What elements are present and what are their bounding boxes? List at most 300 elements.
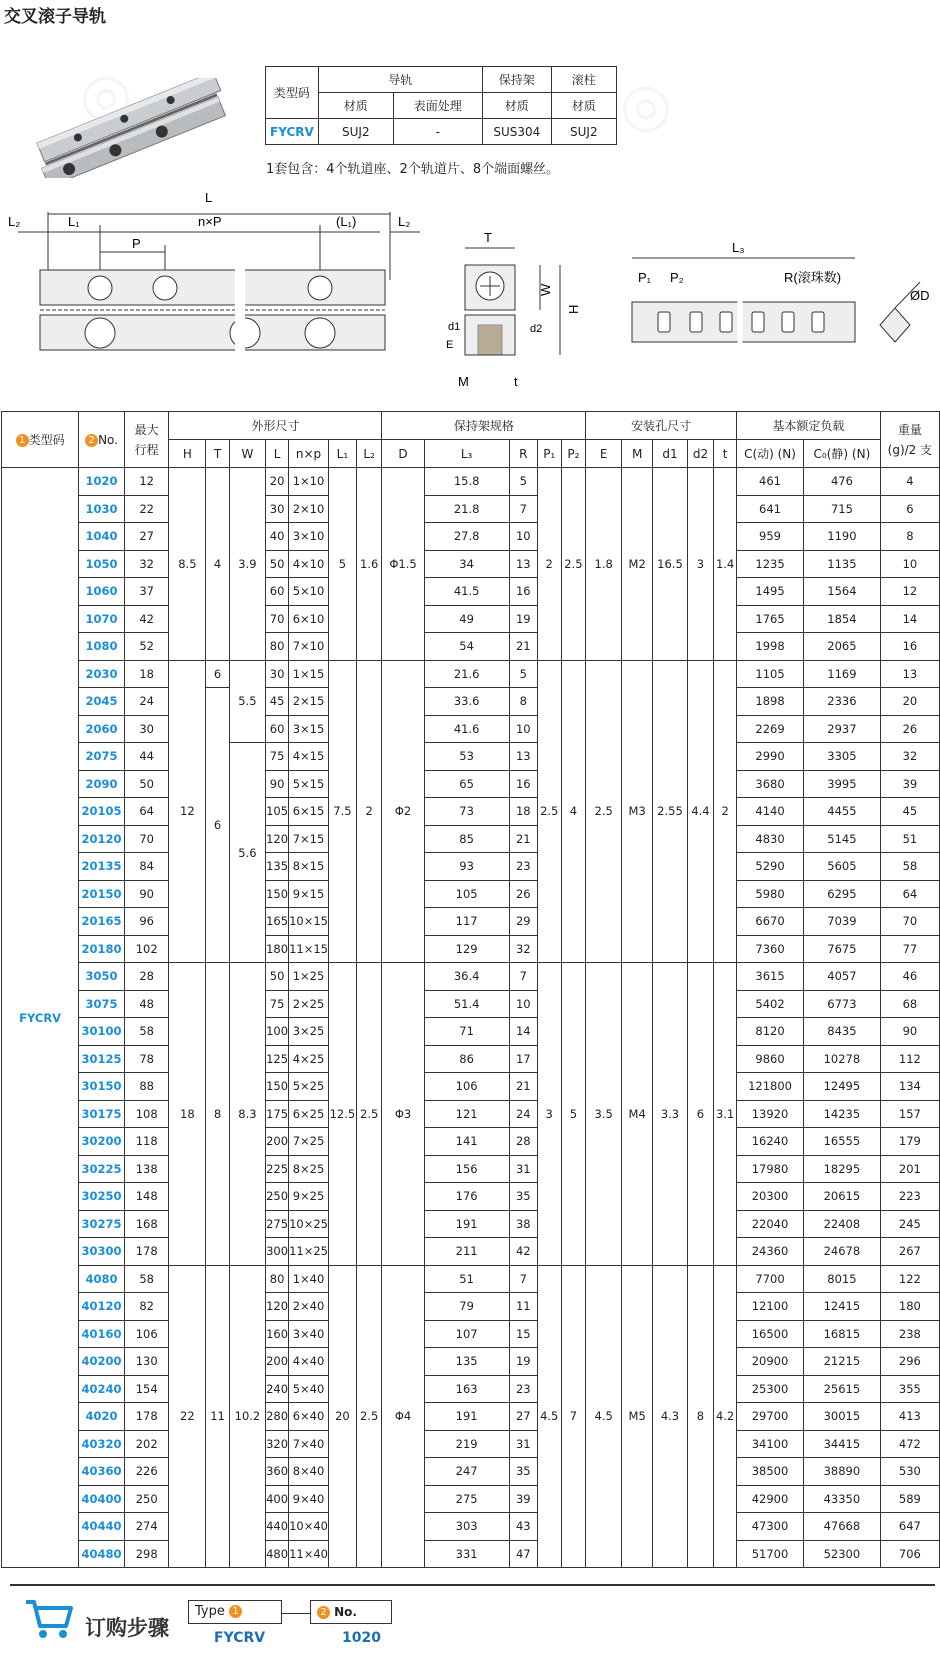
- np-cell: 4×15: [289, 743, 329, 771]
- table-row: [2, 990, 940, 1018]
- np-cell: 4×40: [289, 1348, 329, 1376]
- weight-cell: 267: [880, 1238, 939, 1266]
- no-cell: 2060: [79, 715, 125, 743]
- m-cell: M5: [622, 1265, 653, 1568]
- r-cell: 31: [509, 1155, 537, 1183]
- l1-cell: 20: [328, 1265, 356, 1568]
- l-cell: 60: [266, 578, 289, 606]
- no-cell: 1080: [79, 633, 125, 661]
- c-stat-cell: 7039: [804, 908, 881, 936]
- dim-P2: P₂: [670, 270, 684, 285]
- r-cell: 10: [509, 523, 537, 551]
- l3-cell: 27.8: [424, 523, 509, 551]
- no-cell: 40440: [79, 1513, 125, 1541]
- weight-cell: 180: [880, 1293, 939, 1321]
- dim-P1: P₁: [638, 270, 652, 285]
- np-cell: 11×40: [289, 1540, 329, 1568]
- l3-cell: 211: [424, 1238, 509, 1266]
- table-row: [2, 1100, 940, 1128]
- weight-cell: 201: [880, 1155, 939, 1183]
- c-dyn-cell: 4140: [736, 798, 803, 826]
- t-dim-cell: 8: [206, 963, 229, 1266]
- dim-R: R(滚珠数): [784, 270, 842, 285]
- stroke-cell: 50: [124, 770, 169, 798]
- np-cell: 2×25: [289, 990, 329, 1018]
- col-sub-header: L₃: [424, 440, 509, 468]
- no-cell: 1020: [79, 468, 125, 496]
- no-cell: 30300: [79, 1238, 125, 1266]
- c-stat-cell: 47668: [804, 1513, 881, 1541]
- table-row: [2, 468, 940, 496]
- c-dyn-cell: 7360: [736, 935, 803, 963]
- weight-cell: 223: [880, 1183, 939, 1211]
- order-steps: [10, 1584, 935, 1661]
- l3-cell: 247: [424, 1458, 509, 1486]
- c-dyn-cell: 25300: [736, 1375, 803, 1403]
- c-dyn-cell: 9860: [736, 1045, 803, 1073]
- no-cell: 3075: [79, 990, 125, 1018]
- l-cell: 125: [266, 1045, 289, 1073]
- np-cell: 3×15: [289, 715, 329, 743]
- c-stat-cell: 6295: [804, 880, 881, 908]
- cart-icon: [24, 1598, 74, 1640]
- stroke-cell: 44: [124, 743, 169, 771]
- np-cell: 2×40: [289, 1293, 329, 1321]
- c-dyn-cell: 3680: [736, 770, 803, 798]
- no-cell: 3050: [79, 963, 125, 991]
- no-cell: 40240: [79, 1375, 125, 1403]
- r-cell: 16: [509, 770, 537, 798]
- stroke-cell: 298: [124, 1540, 169, 1568]
- table-row: [2, 1348, 940, 1376]
- l1-cell: 5: [328, 468, 356, 661]
- r-cell: 29: [509, 908, 537, 936]
- r-cell: 42: [509, 1238, 537, 1266]
- weight-cell: 45: [880, 798, 939, 826]
- l3-cell: 41.5: [424, 578, 509, 606]
- l-cell: 320: [266, 1430, 289, 1458]
- weight-cell: 20: [880, 688, 939, 716]
- c-stat-cell: 43350: [804, 1485, 881, 1513]
- p2-cell: 2.5: [561, 468, 586, 661]
- stroke-cell: 22: [124, 495, 169, 523]
- w-cell: 5.6: [229, 743, 265, 963]
- m-cell: M3: [622, 660, 653, 963]
- r-cell: 47: [509, 1540, 537, 1568]
- no-cell: 2030: [79, 660, 125, 688]
- l-cell: 250: [266, 1183, 289, 1211]
- c-dyn-cell: 1235: [736, 550, 803, 578]
- l1-cell: 12.5: [328, 963, 356, 1266]
- weight-cell: 39: [880, 770, 939, 798]
- w-cell: 8.3: [229, 963, 265, 1266]
- w-cell: 3.9: [229, 468, 265, 661]
- no-cell: 20120: [79, 825, 125, 853]
- weight-cell: 472: [880, 1430, 939, 1458]
- dim-L: L: [205, 190, 213, 205]
- col-stroke: 最大 行程: [124, 412, 169, 468]
- r-cell: 31: [509, 1430, 537, 1458]
- stroke-cell: 32: [124, 550, 169, 578]
- np-cell: 3×10: [289, 523, 329, 551]
- dim-M: M: [458, 374, 469, 389]
- table-row: [2, 908, 940, 936]
- l-cell: 225: [266, 1155, 289, 1183]
- c-dyn-cell: 1105: [736, 660, 803, 688]
- d2-cell: 4.4: [687, 660, 714, 963]
- l-cell: 80: [266, 1265, 289, 1293]
- stroke-cell: 88: [124, 1073, 169, 1101]
- table-row: [2, 1128, 940, 1156]
- stroke-cell: 148: [124, 1183, 169, 1211]
- dim-D: ØD: [910, 288, 930, 303]
- c-stat-cell: 4455: [804, 798, 881, 826]
- l3-cell: 129: [424, 935, 509, 963]
- np-cell: 7×40: [289, 1430, 329, 1458]
- c-dyn-cell: 20300: [736, 1183, 803, 1211]
- c-stat-cell: 25615: [804, 1375, 881, 1403]
- no-cell: 1060: [79, 578, 125, 606]
- l3-cell: 93: [424, 853, 509, 881]
- r-cell: 18: [509, 798, 537, 826]
- np-cell: 5×10: [289, 578, 329, 606]
- type-code-header: 类型码: [266, 67, 319, 119]
- dim-L3: L₃: [732, 240, 745, 255]
- c-dyn-cell: 1898: [736, 688, 803, 716]
- c-dyn-cell: 16500: [736, 1320, 803, 1348]
- l-cell: 165: [266, 908, 289, 936]
- r-cell: 7: [509, 1265, 537, 1293]
- l3-cell: 121: [424, 1100, 509, 1128]
- stroke-cell: 138: [124, 1155, 169, 1183]
- np-cell: 1×10: [289, 468, 329, 496]
- weight-cell: 530: [880, 1458, 939, 1486]
- col-sub-header: L: [266, 440, 289, 468]
- m-cell: M4: [622, 963, 653, 1266]
- stroke-cell: 27: [124, 523, 169, 551]
- np-cell: 11×15: [289, 935, 329, 963]
- weight-cell: 238: [880, 1320, 939, 1348]
- l-cell: 200: [266, 1348, 289, 1376]
- r-cell: 19: [509, 605, 537, 633]
- l-cell: 80: [266, 633, 289, 661]
- r-cell: 13: [509, 550, 537, 578]
- l-cell: 120: [266, 1293, 289, 1321]
- col-sub-header: L₁: [328, 440, 356, 468]
- cage-material-value: SUS304: [482, 119, 551, 145]
- l-cell: 400: [266, 1485, 289, 1513]
- np-cell: 3×25: [289, 1018, 329, 1046]
- np-cell: 5×40: [289, 1375, 329, 1403]
- r-cell: 24: [509, 1100, 537, 1128]
- r-cell: 43: [509, 1513, 537, 1541]
- d-cell: Φ3: [382, 963, 424, 1266]
- np-cell: 8×15: [289, 853, 329, 881]
- c-stat-cell: 715: [804, 495, 881, 523]
- weight-cell: 26: [880, 715, 939, 743]
- weight-cell: 122: [880, 1265, 939, 1293]
- p1-cell: 2.5: [537, 660, 561, 963]
- dim-L2-left: L₂: [8, 214, 21, 229]
- e-cell: 3.5: [586, 963, 622, 1266]
- p1-cell: 2: [537, 468, 561, 661]
- no-cell: 30175: [79, 1100, 125, 1128]
- c-dyn-cell: 7700: [736, 1265, 803, 1293]
- c-stat-cell: 21215: [804, 1348, 881, 1376]
- stroke-cell: 58: [124, 1265, 169, 1293]
- stroke-cell: 70: [124, 825, 169, 853]
- table-row: [2, 1045, 940, 1073]
- c-stat-cell: 8015: [804, 1265, 881, 1293]
- np-cell: 10×15: [289, 908, 329, 936]
- stroke-cell: 178: [124, 1403, 169, 1431]
- r-cell: 17: [509, 1045, 537, 1073]
- l3-cell: 53: [424, 743, 509, 771]
- np-cell: 2×10: [289, 495, 329, 523]
- weight-cell: 58: [880, 853, 939, 881]
- t-dim-cell: 4: [206, 468, 229, 661]
- l-cell: 75: [266, 743, 289, 771]
- l-cell: 60: [266, 715, 289, 743]
- page-title: 交叉滚子导轨: [4, 7, 106, 27]
- c-dyn-cell: 5980: [736, 880, 803, 908]
- c-dyn-cell: 42900: [736, 1485, 803, 1513]
- c-stat-cell: 10278: [804, 1045, 881, 1073]
- r-cell: 11: [509, 1293, 537, 1321]
- l3-cell: 34: [424, 550, 509, 578]
- l3-cell: 135: [424, 1348, 509, 1376]
- weight-cell: 706: [880, 1540, 939, 1568]
- t-dim-cell: 11: [206, 1265, 229, 1568]
- weight-cell: 179: [880, 1128, 939, 1156]
- l3-cell: 21.8: [424, 495, 509, 523]
- col-sub-header: P₁: [537, 440, 561, 468]
- col-group-cage: 保持架规格: [382, 412, 586, 440]
- d-cell: Φ4: [382, 1265, 424, 1568]
- c-dyn-cell: 2990: [736, 743, 803, 771]
- no-cell: 20165: [79, 908, 125, 936]
- p1-cell: 3: [537, 963, 561, 1266]
- weight-cell: 589: [880, 1485, 939, 1513]
- package-note: 1套包含：4个轨道座、2个轨道片、8个端面螺丝。: [266, 162, 560, 177]
- l3-cell: 141: [424, 1128, 509, 1156]
- table-row: [2, 1513, 940, 1541]
- l-cell: 240: [266, 1375, 289, 1403]
- c-dyn-cell: 20900: [736, 1348, 803, 1376]
- weight-cell: 134: [880, 1073, 939, 1101]
- r-cell: 21: [509, 825, 537, 853]
- l-cell: 480: [266, 1540, 289, 1568]
- weight-cell: 51: [880, 825, 939, 853]
- c-stat-cell: 16815: [804, 1320, 881, 1348]
- r-cell: 5: [509, 660, 537, 688]
- col-sub-header: P₂: [561, 440, 586, 468]
- c-dyn-cell: 51700: [736, 1540, 803, 1568]
- e-cell: 4.5: [586, 1265, 622, 1568]
- l-cell: 280: [266, 1403, 289, 1431]
- table-row: [2, 853, 940, 881]
- table-row: [2, 1485, 940, 1513]
- table-row: [2, 1155, 940, 1183]
- no-cell: 40320: [79, 1430, 125, 1458]
- no-cell: 40400: [79, 1485, 125, 1513]
- l3-cell: 107: [424, 1320, 509, 1348]
- p1-cell: 4.5: [537, 1265, 561, 1568]
- stroke-cell: 30: [124, 715, 169, 743]
- np-cell: 7×10: [289, 633, 329, 661]
- c-stat-cell: 1190: [804, 523, 881, 551]
- c-dyn-cell: 17980: [736, 1155, 803, 1183]
- d2-cell: 6: [687, 963, 714, 1266]
- col-group-outer: 外形尺寸: [169, 412, 382, 440]
- c-dyn-cell: 461: [736, 468, 803, 496]
- table-row: [2, 1265, 940, 1293]
- stroke-cell: 52: [124, 633, 169, 661]
- stroke-cell: 18: [124, 660, 169, 688]
- np-cell: 9×40: [289, 1485, 329, 1513]
- stroke-cell: 84: [124, 853, 169, 881]
- l1-cell: 7.5: [328, 660, 356, 963]
- c-dyn-cell: 13920: [736, 1100, 803, 1128]
- np-cell: 10×40: [289, 1513, 329, 1541]
- t-cell: 2: [714, 660, 737, 963]
- stroke-cell: 82: [124, 1293, 169, 1321]
- p2-cell: 7: [561, 1265, 586, 1568]
- table-row: [2, 495, 940, 523]
- c-dyn-cell: 24360: [736, 1238, 803, 1266]
- r-cell: 28: [509, 1128, 537, 1156]
- t-dim-cell: 6: [206, 688, 229, 963]
- weight-cell: 90: [880, 1018, 939, 1046]
- order-title: 订购步骤: [85, 1616, 169, 1640]
- np-cell: 7×25: [289, 1128, 329, 1156]
- stroke-cell: 168: [124, 1210, 169, 1238]
- col-group-mount: 安装孔尺寸: [586, 412, 737, 440]
- np-cell: 1×15: [289, 660, 329, 688]
- np-cell: 1×40: [289, 1265, 329, 1293]
- table-row: [2, 1430, 940, 1458]
- table-row: [2, 1320, 940, 1348]
- l-cell: 90: [266, 770, 289, 798]
- r-cell: 21: [509, 633, 537, 661]
- l3-cell: 51.4: [424, 990, 509, 1018]
- c-stat-cell: 4057: [804, 963, 881, 991]
- l3-cell: 176: [424, 1183, 509, 1211]
- r-cell: 27: [509, 1403, 537, 1431]
- l3-cell: 49: [424, 605, 509, 633]
- t-cell: 3.1: [714, 963, 737, 1266]
- table-row: [2, 770, 940, 798]
- no-cell: 30200: [79, 1128, 125, 1156]
- stroke-cell: 48: [124, 990, 169, 1018]
- table-row: [2, 660, 940, 688]
- weight-cell: 12: [880, 578, 939, 606]
- dim-d1: d1: [448, 321, 461, 333]
- e-cell: 2.5: [586, 660, 622, 963]
- col-no: 2 No.: [79, 412, 125, 468]
- c-stat-cell: 12415: [804, 1293, 881, 1321]
- stroke-cell: 178: [124, 1238, 169, 1266]
- col-weight: 重量 (g)/2 支: [880, 412, 939, 468]
- l3-cell: 85: [424, 825, 509, 853]
- d1-cell: 3.3: [653, 963, 687, 1266]
- c-stat-cell: 12495: [804, 1073, 881, 1101]
- c-stat-cell: 6773: [804, 990, 881, 1018]
- table-row: [2, 1183, 940, 1211]
- stroke-cell: 78: [124, 1045, 169, 1073]
- no-cell: 40480: [79, 1540, 125, 1568]
- weight-cell: 13: [880, 660, 939, 688]
- l-cell: 30: [266, 660, 289, 688]
- weight-cell: 112: [880, 1045, 939, 1073]
- stroke-cell: 24: [124, 688, 169, 716]
- stroke-cell: 102: [124, 935, 169, 963]
- weight-cell: 46: [880, 963, 939, 991]
- cage-header: 保持架: [482, 67, 551, 93]
- r-cell: 10: [509, 715, 537, 743]
- no-cell: 20180: [79, 935, 125, 963]
- l-cell: 50: [266, 963, 289, 991]
- p2-cell: 5: [561, 963, 586, 1266]
- l3-cell: 71: [424, 1018, 509, 1046]
- l3-cell: 86: [424, 1045, 509, 1073]
- weight-cell: 8: [880, 523, 939, 551]
- c-stat-cell: 3995: [804, 770, 881, 798]
- c-dyn-cell: 959: [736, 523, 803, 551]
- stroke-cell: 274: [124, 1513, 169, 1541]
- l3-cell: 163: [424, 1375, 509, 1403]
- c-dyn-cell: 5290: [736, 853, 803, 881]
- l-cell: 100: [266, 1018, 289, 1046]
- np-cell: 5×15: [289, 770, 329, 798]
- r-cell: 7: [509, 963, 537, 991]
- rail-surface-value: -: [393, 119, 482, 145]
- r-cell: 16: [509, 578, 537, 606]
- l-cell: 105: [266, 798, 289, 826]
- table-row: [2, 1018, 940, 1046]
- c-stat-cell: 1135: [804, 550, 881, 578]
- dim-t: t: [514, 374, 518, 389]
- l-cell: 70: [266, 605, 289, 633]
- cage-material-header: 材质: [482, 93, 551, 119]
- l3-cell: 331: [424, 1540, 509, 1568]
- m-cell: M2: [622, 468, 653, 661]
- col-sub-header: C₀(静) (N): [804, 440, 881, 468]
- type-cell: FYCRV: [2, 468, 79, 1568]
- weight-cell: 70: [880, 908, 939, 936]
- c-dyn-cell: 1495: [736, 578, 803, 606]
- stroke-cell: 12: [124, 468, 169, 496]
- stroke-cell: 202: [124, 1430, 169, 1458]
- stroke-cell: 226: [124, 1458, 169, 1486]
- no-cell: 1040: [79, 523, 125, 551]
- weight-cell: 647: [880, 1513, 939, 1541]
- table-row: [2, 825, 940, 853]
- no-cell: 4080: [79, 1265, 125, 1293]
- l-cell: 30: [266, 495, 289, 523]
- type-value: FYCRV: [214, 1630, 266, 1646]
- no-cell: 4020: [79, 1403, 125, 1431]
- r-cell: 32: [509, 935, 537, 963]
- c-dyn-cell: 38500: [736, 1458, 803, 1486]
- r-cell: 5: [509, 468, 537, 496]
- np-cell: 8×25: [289, 1155, 329, 1183]
- c-dyn-cell: 8120: [736, 1018, 803, 1046]
- c-dyn-cell: 1765: [736, 605, 803, 633]
- c-dyn-cell: 6670: [736, 908, 803, 936]
- np-cell: 3×40: [289, 1320, 329, 1348]
- c-stat-cell: 14235: [804, 1100, 881, 1128]
